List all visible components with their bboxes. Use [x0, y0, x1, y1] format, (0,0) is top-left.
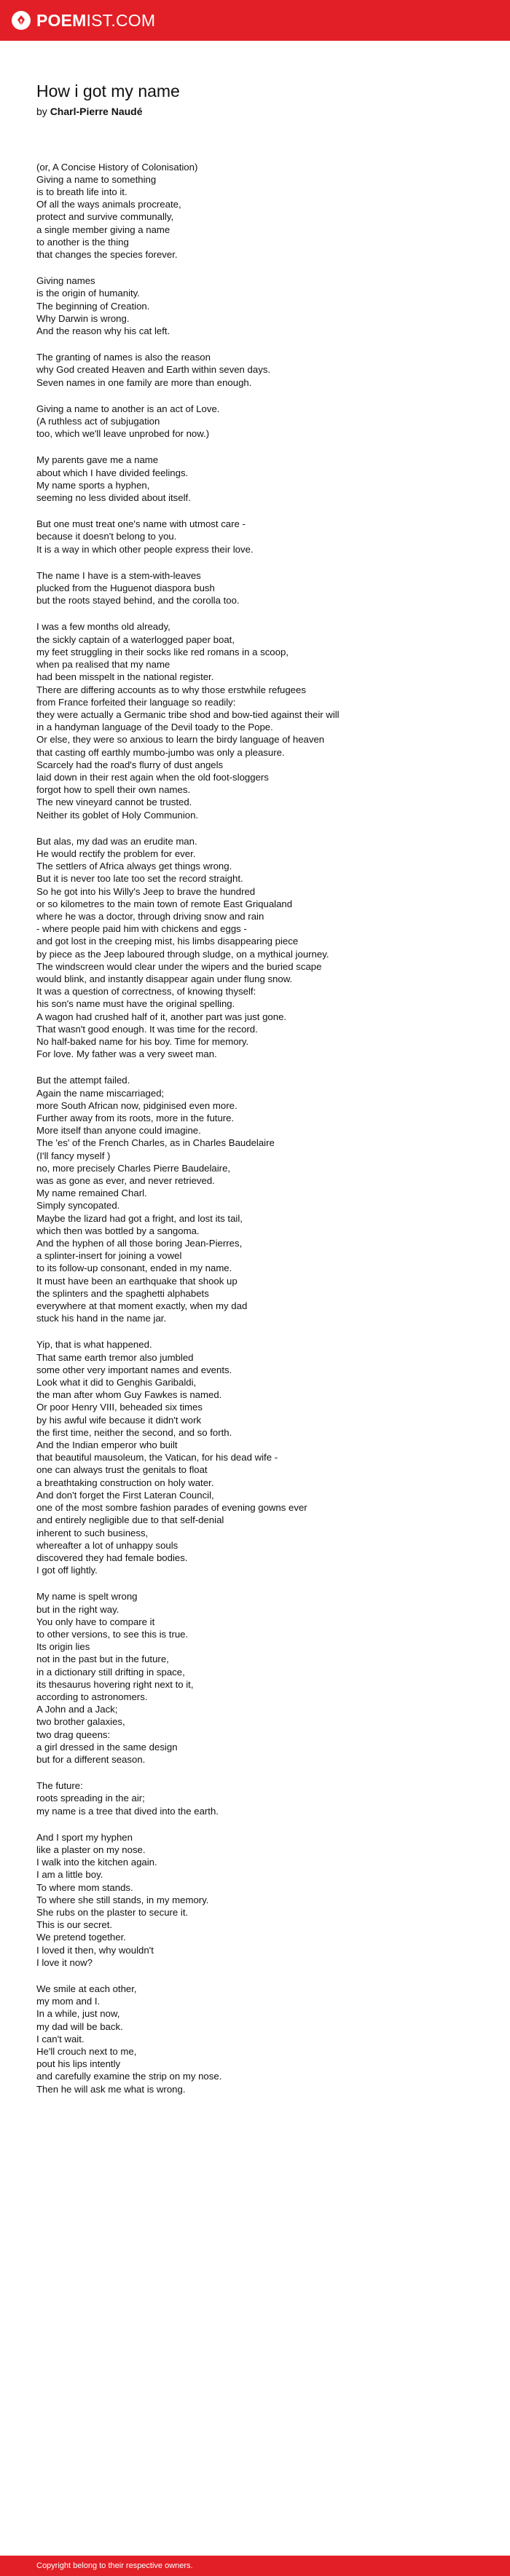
poem-line: I walk into the kitchen again.	[36, 1857, 157, 1868]
poem-line: But one must treat one's name with utmost care -	[36, 518, 246, 530]
poem-line: It was a question of correctness, of knowing thyself:	[36, 986, 256, 997]
poem-line: to another is the thing	[36, 236, 129, 248]
poem-line: But the attempt failed.	[36, 1075, 130, 1086]
poem-line: A wagon had crushed half of it, another part was just gone.	[36, 1011, 287, 1022]
poem-line: or so kilometres to the main town of remote East Griqualand	[36, 898, 293, 909]
poem-line: whereafter a lot of unhappy souls	[36, 1539, 178, 1551]
poem-line: Look what it did to Genghis Garibaldi,	[36, 1377, 197, 1388]
poem-line: In a while, just now,	[36, 2008, 120, 2020]
stanza	[36, 454, 474, 504]
poem-line: by his awful wife because it didn't work	[36, 1414, 202, 1426]
poem-line: And the reason why his cat left.	[36, 325, 170, 337]
poem-line: The beginning of Creation.	[36, 300, 150, 312]
byline-prefix: by	[36, 105, 47, 117]
poem-line: I can't wait.	[36, 2033, 85, 2044]
poem-line: Yip, that is what happened.	[36, 1339, 152, 1351]
stanza	[36, 1590, 474, 1766]
poem-line: where he was a doctor, through driving snow and rain	[36, 910, 264, 922]
poem-line: Again the name miscarriaged;	[36, 1087, 165, 1099]
poem-line: So he got into his Willy's Jeep to brave the hundred	[36, 885, 256, 897]
copyright-text: Copyright belong to their respective owners.	[36, 2561, 193, 2570]
poem-line: The future:	[36, 1780, 83, 1792]
poem-line: More itself than anyone could imagine.	[36, 1125, 201, 1137]
poem-line: everywhere at that moment exactly, when my dad	[36, 1300, 248, 1312]
poem-line: Neither its goblet of Holy Communion.	[36, 809, 199, 821]
site-logo[interactable]	[36, 12, 155, 29]
stanza	[36, 1983, 474, 2095]
poem-line: seeming no less divided about itself.	[36, 492, 191, 504]
poem-line: protect and survive communally,	[36, 211, 174, 223]
poem-line: pout his lips intently	[36, 2058, 121, 2070]
poem-line: not in the past but in the future,	[36, 1654, 169, 1665]
poem-line: more South African now, pidginised even more.	[36, 1099, 238, 1111]
poem-line: its thesaurus hovering right next to it,	[36, 1678, 194, 1690]
poem-line: is to breath life into it.	[36, 186, 128, 197]
poem-line: (A ruthless act of subjugation	[36, 416, 160, 427]
poem-line: He would rectify the problem for ever.	[36, 848, 196, 859]
poem-line: Why Darwin is wrong.	[36, 312, 130, 324]
stanza	[36, 161, 474, 261]
poem-line: that changes the species forever.	[36, 249, 178, 261]
poem-line: forgot how to spell their own names.	[36, 784, 191, 796]
poem-line: from France forfeited their language so readily:	[36, 696, 236, 708]
poem-line: to its follow-up consonant, ended in my name.	[36, 1263, 232, 1274]
poem-line: The 'es' of the French Charles, as in Charles Baudelaire	[36, 1137, 275, 1149]
poem-line: a girl dressed in the same design	[36, 1741, 178, 1753]
stanza	[36, 569, 474, 607]
poem-line: in a dictionary still drifting in space,	[36, 1666, 185, 1678]
poem-line: a splinter-insert for joining a vowel	[36, 1250, 182, 1262]
poem-line: my name is a tree that dived into the earth.	[36, 1805, 219, 1817]
poem-line: by piece as the Jeep laboured through sludge, on a mythical journey.	[36, 948, 329, 960]
poem-line: Giving names	[36, 275, 95, 287]
poem-line: had been misspelt in the national register.	[36, 671, 214, 683]
author-link[interactable]: Charl-Pierre Naudé	[50, 105, 143, 117]
poem-line: is the origin of humanity.	[36, 288, 140, 299]
poem-line: my dad will be back.	[36, 2020, 123, 2032]
poem-line: roots spreading in the air;	[36, 1793, 145, 1804]
poem-line: - where people paid him with chickens and eggs -	[36, 923, 247, 935]
poem-line: one of the most sombre fashion parades of evening gowns ever	[36, 1502, 307, 1514]
poem-line: Further away from its roots, more in the future.	[36, 1113, 235, 1123]
poem-line: too, which we'll leave unprobed for now.)	[36, 428, 210, 440]
poem-line: (I'll fancy myself )	[36, 1150, 111, 1161]
poem-line: some other very important names and events.	[36, 1364, 232, 1375]
poem-line: Of all the ways animals procreate,	[36, 199, 181, 210]
poem-line: the man after whom Guy Fawkes is named.	[36, 1389, 222, 1401]
poem-line: but the roots stayed behind, and the corolla too.	[36, 595, 240, 607]
logo-bold: POEM	[36, 10, 87, 30]
poem-line: No half-baked name for his boy. Time for memory.	[36, 1035, 249, 1047]
poem-line: the splinters and the spaghetti alphabets	[36, 1287, 209, 1299]
poem-line: like a plaster on my nose.	[36, 1844, 146, 1855]
poem-line: And don't forget the First Lateran Council,	[36, 1489, 214, 1501]
poem-line: The settlers of Africa always get things wrong.	[36, 861, 232, 872]
poem-line: because it doesn't belong to you.	[36, 531, 177, 542]
poem-line: The windscreen would clear under the wipers and the buried scape	[36, 960, 322, 972]
poem-line: would blink, and instantly disappear again under flung snow.	[36, 973, 293, 984]
poem-line: And I sport my hyphen	[36, 1831, 133, 1843]
poem-line: my mom and I.	[36, 1996, 101, 2007]
poem-line: Seven names in one family are more than enough.	[36, 376, 252, 388]
poem-line: Scarcely had the road's flurry of dust angels	[36, 759, 224, 770]
stanza	[36, 1074, 474, 1324]
poem-line: To where mom stands.	[36, 1881, 133, 1893]
poem-line: his son's name must have the original spelling.	[36, 998, 235, 1010]
poem-line: my feet struggling in their socks like red romans in a scoop,	[36, 646, 289, 657]
byline	[36, 106, 474, 117]
poem-line: that beautiful mausoleum, the Vatican, for his dead wife -	[36, 1452, 278, 1463]
poem-line: And the Indian emperor who built	[36, 1439, 178, 1451]
poem-line: and carefully examine the strip on my nose.	[36, 2071, 222, 2082]
poem-line: The new vineyard cannot be trusted.	[36, 797, 192, 808]
poem-line: Its origin lies	[36, 1641, 90, 1653]
stanza	[36, 835, 474, 1061]
poem-line: But it is never too late too set the record straight.	[36, 873, 243, 885]
poem-line: I was a few months old already,	[36, 621, 170, 633]
logo-light: IST.COM	[86, 10, 156, 30]
poem-line: I got off lightly.	[36, 1565, 98, 1576]
stanza	[36, 1779, 474, 1817]
poem-line: A John and a Jack;	[36, 1704, 118, 1715]
poem-line: they were actually a Germanic tribe shod and bow-tied against their will	[36, 708, 340, 720]
poem-line: two brother galaxies,	[36, 1716, 125, 1728]
poem-line: Giving a name to something	[36, 173, 157, 185]
stanza	[36, 518, 474, 556]
poem-line: My parents gave me a name	[36, 454, 159, 466]
poem-line: laid down in their rest again when the old foot-sloggers	[36, 771, 269, 783]
poem-line: And the hyphen of all those boring Jean-Pierres,	[36, 1238, 243, 1249]
poem-line: Or poor Henry VIII, beheaded six times	[36, 1402, 203, 1413]
poem-line: inherent to such business,	[36, 1527, 149, 1538]
stanza	[36, 274, 474, 337]
poem-line: It is a way in which other people express their love.	[36, 543, 254, 555]
stanza	[36, 1831, 474, 1969]
poem-line: There are differing accounts as to why those erstwhile refugees	[36, 684, 306, 695]
poem-line: Giving a name to another is an act of Love.	[36, 403, 220, 414]
poem-line: He'll crouch next to me,	[36, 2046, 137, 2058]
poem-line: It must have been an earthquake that shook up	[36, 1275, 238, 1287]
poem-line: The granting of names is also the reason	[36, 352, 211, 363]
poem-line: For love. My father was a very sweet man.	[36, 1048, 217, 1060]
stanza	[36, 620, 474, 821]
poem-line: and entirely negligible due to that self-denial	[36, 1514, 224, 1526]
poem-line: This is our secret.	[36, 1919, 113, 1931]
poem-line: But alas, my dad was an erudite man.	[36, 835, 197, 847]
poem-line: that casting off earthly mumbo-jumbo was only a pleasure.	[36, 746, 285, 758]
poem-line: We smile at each other,	[36, 1983, 137, 1994]
poem-line: according to astronomers.	[36, 1691, 148, 1702]
poem-line: Maybe the lizard had got a fright, and lost its tail,	[36, 1212, 243, 1224]
poem-line: no, more precisely Charles Pierre Baudelaire,	[36, 1162, 231, 1174]
poem-line: That same earth tremor also jumbled	[36, 1351, 194, 1363]
poem-line: a single member giving a name	[36, 224, 170, 235]
poem-line: You only have to compare it	[36, 1616, 155, 1627]
poem-line: why God created Heaven and Earth within seven days.	[36, 364, 271, 376]
poem-line: a breathtaking construction on holy water.	[36, 1477, 214, 1488]
poem-line: about which I have divided feelings.	[36, 467, 189, 478]
poem-line: in a handyman language of the Devil toady to the Pope.	[36, 722, 273, 733]
poem-line: Then he will ask me what is wrong.	[36, 2083, 186, 2095]
poem-line: My name remained Charl.	[36, 1188, 147, 1199]
poem-title: How i got my name	[36, 82, 180, 100]
poem-line: discovered they had female bodies.	[36, 1552, 188, 1563]
poem-line: I am a little boy.	[36, 1869, 103, 1881]
poem-line: the first time, neither the second, and so forth.	[36, 1426, 232, 1438]
poem-line: Or else, they were so anxious to learn the birdy language of heaven	[36, 734, 325, 746]
poem-line: My name is spelt wrong	[36, 1591, 138, 1603]
poem-line: My name sports a hyphen,	[36, 479, 150, 491]
poem-line: I loved it then, why wouldn't	[36, 1944, 154, 1956]
poem-line: when pa realised that my name	[36, 659, 170, 671]
poem-line: stuck his hand in the name jar.	[36, 1313, 167, 1324]
poem-body	[36, 161, 474, 2095]
poem-line: one can always trust the genitals to float	[36, 1464, 208, 1476]
stanza	[36, 403, 474, 440]
poem-line: two drag queens:	[36, 1728, 111, 1740]
poem-line: but for a different season.	[36, 1753, 146, 1765]
poem-line: To where she still stands, in my memory.	[36, 1894, 209, 1905]
poem-line: but in the right way.	[36, 1603, 119, 1615]
poem-line: which then was bottled by a sangoma.	[36, 1225, 200, 1236]
poem-line: (or, A Concise History of Colonisation)	[36, 161, 198, 173]
pen-nib-icon[interactable]	[12, 11, 31, 30]
poem-line: the sickly captain of a waterlogged paper boat,	[36, 633, 235, 645]
poem-line: was as gone as ever, and never retrieved.	[36, 1175, 215, 1187]
poem-line: She rubs on the plaster to secure it.	[36, 1906, 189, 1918]
poem-line: to other versions, to see this is true.	[36, 1628, 189, 1640]
poem-line: That wasn't good enough. It was time for the record.	[36, 1023, 258, 1035]
stanza	[36, 351, 474, 389]
site-header	[0, 0, 510, 41]
poem-line: We pretend together.	[36, 1932, 126, 1943]
site-footer	[0, 2556, 510, 2576]
stanza	[36, 1338, 474, 1576]
poem-line: and got lost in the creeping mist, his limbs disappearing piece	[36, 936, 299, 947]
poem-line: Simply syncopated.	[36, 1200, 120, 1212]
poem-line: I love it now?	[36, 1956, 93, 1968]
poem-line: The name I have is a stem-with-leaves	[36, 569, 201, 581]
poem-line: plucked from the Huguenot diaspora bush	[36, 582, 215, 594]
poem-content	[36, 82, 474, 2109]
